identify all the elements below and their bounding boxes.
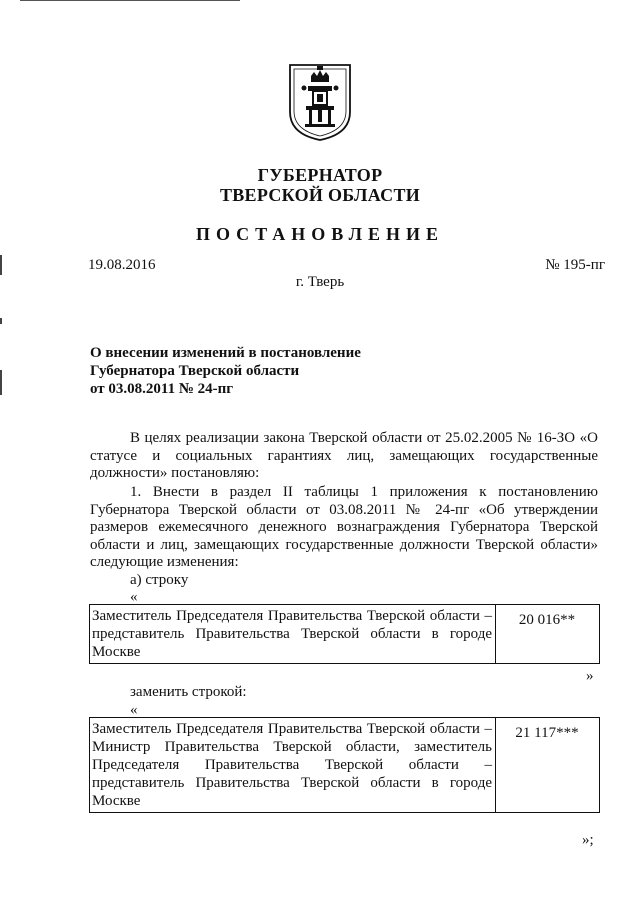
intro-paragraph: В целях реализации закона Тверской области от 25.02.2005 № 16-ЗО «О статусе и социальных гарантиях лиц, замещающих государственные должности» постановляю: <box>90 430 598 481</box>
new-row-table <box>89 717 600 813</box>
table-row <box>90 605 600 664</box>
old-row-table <box>89 604 600 664</box>
document-subject <box>90 344 361 398</box>
amount-cell: 21 117*** <box>496 718 600 813</box>
position-cell: Заместитель Председателя Правительства Тверской области – представитель Правительства Тверской области в городе Москве <box>90 605 496 664</box>
replace-with-label: заменить строкой: <box>130 684 247 700</box>
open-quote: « <box>130 589 138 605</box>
authority-name-line1: ГУБЕРНАТОР <box>257 165 383 185</box>
document-date: 19.08.2016 <box>88 257 156 273</box>
authority-name-line2: ТВЕРСКОЙ ОБЛАСТИ <box>219 185 421 205</box>
subject-line: от 03.08.2011 № 24-пг <box>90 381 234 397</box>
item-1-paragraph: 1. Внести в раздел II таблицы 1 приложения к постановлению Губернатора Тверской области от 03.08.2011 № 24-пг «Об утверждении размеров ежемесячного денежного вознаграждения Губернатора Тверской области и лиц, замещающих государственные должности Тверской области» следующие изменения: <box>90 484 598 570</box>
scan-artifact-tick <box>0 318 2 324</box>
document-type: ПОСТАНОВЛЕНИЕ <box>195 224 445 244</box>
position-cell: Заместитель Председателя Правительства Тверской области – Министр Правительства Тверской области, заместитель Председателя Правительства Тверской области – представитель Правительства Тверской области в городе Москве <box>90 718 496 813</box>
scan-artifact-tick <box>0 370 2 395</box>
coat-of-arms-icon <box>287 62 353 142</box>
scan-artifact-tick <box>0 255 2 275</box>
document-city: г. Тверь <box>295 274 345 290</box>
subject-line: Губернатора Тверской области <box>90 363 300 379</box>
close-quote: » <box>586 668 594 684</box>
item-a-label: а) строку <box>130 572 189 588</box>
document-number: № 195-пг <box>545 257 605 273</box>
open-quote: « <box>130 702 138 718</box>
table-row <box>90 718 600 813</box>
scan-artifact-line <box>20 0 240 1</box>
subject-line: О внесении изменений в постановление <box>90 345 361 361</box>
amount-cell: 20 016** <box>496 605 600 664</box>
close-quote: »; <box>582 832 594 848</box>
